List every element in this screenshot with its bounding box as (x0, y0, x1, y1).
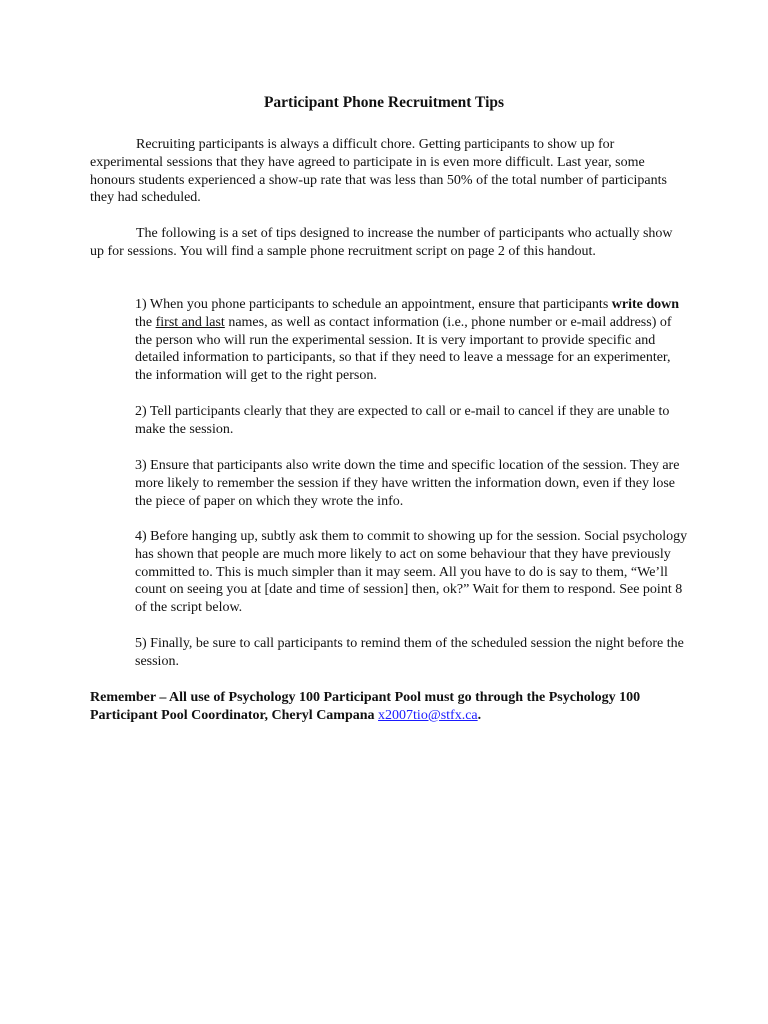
tip-1-suffix: names, as well as contact information (i.e., phone number or e-mail address) of the person who will run the experimental session. It is very important to provide specific and detailed information to participants, so that if they need to leave a message for an experimenter, the information will get to the right person. (135, 314, 672, 384)
tip-item-2 (135, 403, 690, 439)
tip-item-3 (135, 457, 690, 510)
intro-paragraph-2 (90, 225, 680, 261)
tip-4-text: 4) Before hanging up, subtly ask them to commit to showing up for the session. Social psychology has shown that people are much more likely to act on some behaviour that they have previously committed to. This is much simpler than it may seem. All you have to do is say to them, “We’ll count on seeing you at [date and time of session] then, ok?” Wait for them to respond. See point 8 of the script below. (135, 529, 688, 616)
reminder-paragraph (90, 689, 680, 725)
tip-5-text: 5) Finally, be sure to call participants to remind them of the scheduled session the night before the session. (135, 636, 684, 669)
coordinator-email-link[interactable]: x2007tio@stfx.ca (378, 707, 478, 723)
tip-item-5 (135, 635, 690, 671)
tip-2-text: 2) Tell participants clearly that they are expected to call or e-mail to cancel if they are unable to make the session. (135, 404, 670, 437)
document-title: Participant Phone Recruitment Tips (263, 94, 505, 111)
tip-3-text: 3) Ensure that participants also write down the time and specific location of the session. They are more likely to remember the session if they have written the information down, even if they lose the piece of paper on which they wrote the info. (135, 458, 680, 509)
intro-paragraph-2-text: The following is a set of tips designed to increase the number of participants who actually show up for sessions. You will find a sample phone recruitment script on page 2 of this handout. (90, 226, 673, 259)
intro-paragraph-1 (90, 136, 680, 207)
tip-1-bold-text: write down (611, 297, 680, 312)
tip-item-4 (135, 528, 690, 617)
reminder-end: . (477, 707, 482, 723)
reminder-text: Remember – All use of Psychology 100 Participant Pool must go through the Psychology 100 Participant Pool Coordinator, Cheryl Campana (90, 690, 641, 723)
intro-paragraph-1-text: Recruiting participants is always a difficult chore. Getting participants to show up for experimental sessions that they have agreed to participate in is even more difficult. Last year, some honours students experienced a show-up rate that was less than 50% of the total number of participants they had scheduled. (90, 137, 667, 206)
tip-1-underlined-text: first and last (155, 314, 225, 330)
tip-1-prefix: 1) When you phone participants to schedule an appointment, ensure that participants (135, 297, 612, 312)
tip-1-mid: the (135, 314, 156, 330)
tip-item-1 (135, 296, 690, 385)
